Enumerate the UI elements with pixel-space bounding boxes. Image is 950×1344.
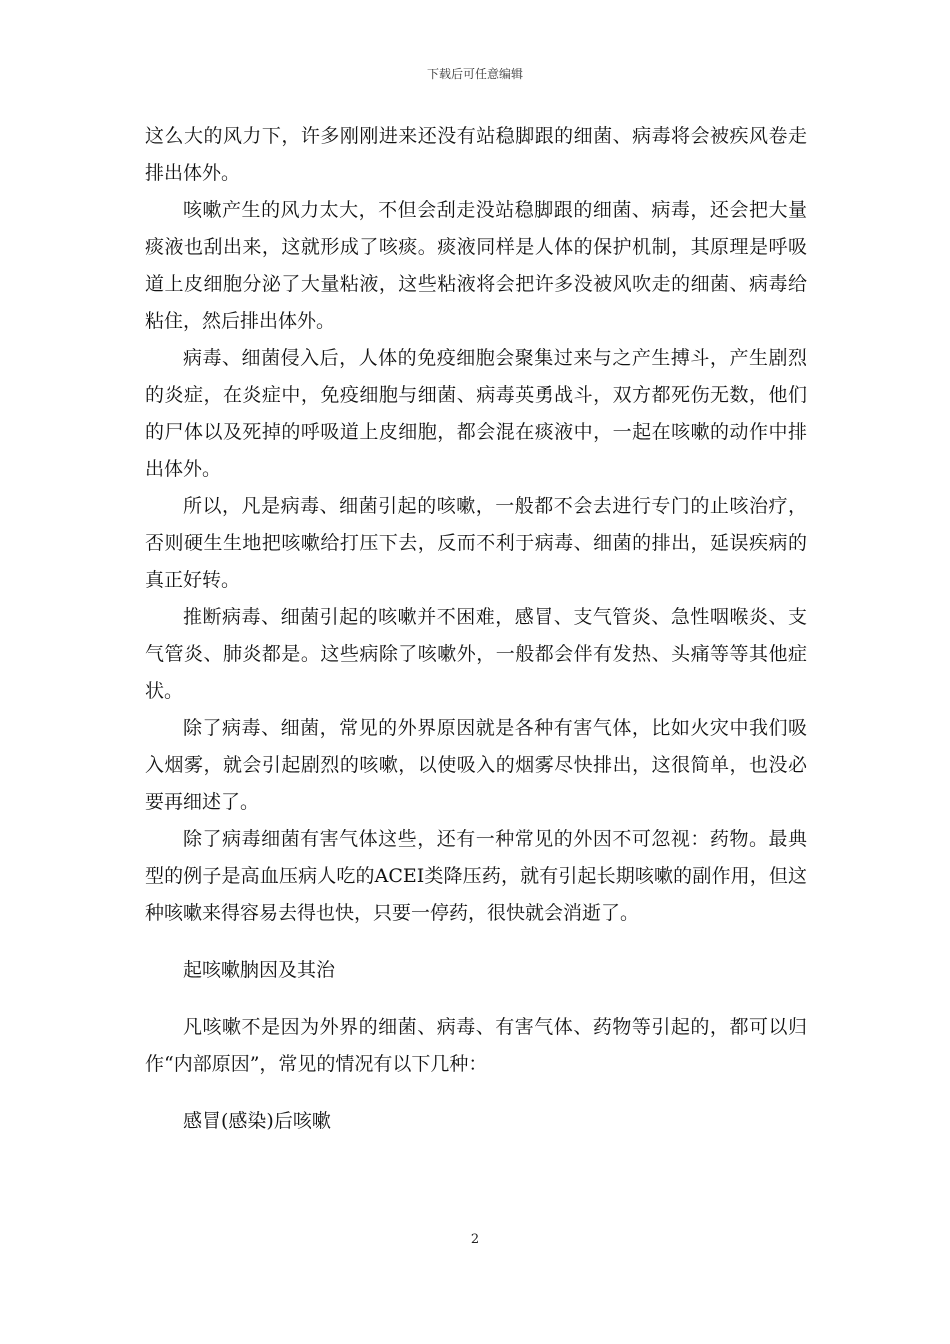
document-body [145,118,807,1140]
section-heading: 起咳嗽朒因及其治 [183,959,336,981]
paragraph-2: 咳嗽产生的风力太大，不但会刮走没站稳脚跟的细菌、病毒，还会把大量痰液也刮出来，这就形成了咳痰。痰液同样是人体的保护机制，其原理是呼吸道上皮细胞分泌了大量粘液，这些粘液将会把许多没被风吹走的细菌、病毒给粘住，然后排出体外。 [145,199,807,332]
page-number: 2 [470,1232,480,1247]
subsection-heading: 感冒(感染)后咳嗽 [183,1110,331,1132]
paragraph-5: 推断病毒、细菌引起的咳嗽并不困难，感冒、支气管炎、急性咽喉炎、支气管炎、肺炎都是。这些病除了咳嗽外，一般都会伴有发热、头痛等等其他症状。 [145,606,807,702]
paragraph-4: 所以，凡是病毒、细菌引起的咳嗽，一般都不会去进行专门的止咳治疗，否则硬生生地把咳嗽给打压下去，反而不利于病毒、细菌的排出，延误疾病的真正好转。 [145,495,807,591]
paragraph-8: 凡咳嗽不是因为外界的细菌、病毒、有害气体、药物等引起的，都可以归作“内部原因”，常见的情况有以下几种： [145,1016,807,1075]
paragraph-1: 这么大的风力下，许多刚刚进来还没有站稳脚跟的细菌、病毒将会被疾风卷走排出体外。 [145,125,807,184]
page-header: 下载后可任意编辑 [426,67,523,81]
paragraph-6: 除了病毒、细菌，常见的外界原因就是各种有害气体，比如火灾中我们吸入烟雾，就会引起剧烈的咳嗽，以使吸入的烟雾尽快排出，这很简单，也没必要再细述了。 [145,717,807,813]
paragraph-3: 病毒、细菌侵入后，人体的免疫细胞会聚集过来与之产生搏斗，产生剧烈的炎症，在炎症中，免疫细胞与细菌、病毒英勇战斗，双方都死伤无数，他们的尸体以及死掉的呼吸道上皮细胞，都会混在痰液中，一起在咳嗽的动作中排出体外。 [145,347,807,480]
paragraph-7: 除了病毒细菌有害气体这些，还有一种常见的外因不可忽视：药物。最典型的例子是高血压病人吃的ACEI类降压药，就有引起长期咳嗽的副作用，但这种咳嗽来得容易去得也快，只要一停药，很快就会消逝了。 [145,828,807,924]
